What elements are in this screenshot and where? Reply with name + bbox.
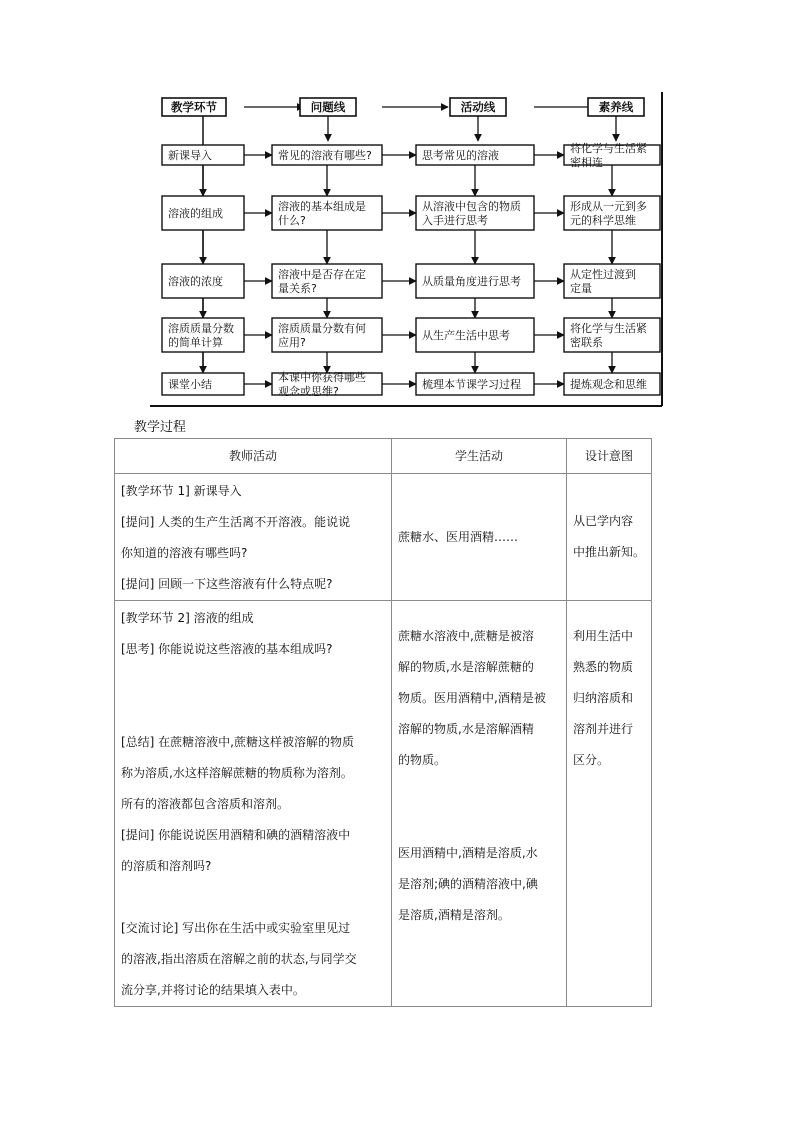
flow-stage-text: 新课导入 — [168, 149, 212, 162]
flow-activity-text: 从质量角度进行思考 — [422, 275, 521, 288]
teacher-line: [提问] 回顾一下这些溶液有什么特点呢? — [121, 577, 333, 591]
teacher-line: [教学环节 2] 溶液的组成 — [121, 611, 254, 625]
student-line: 蔗糖水、医用酒精…… — [398, 529, 519, 544]
flow-question-text: 溶液的基本组成是什么? — [278, 200, 366, 227]
flow-stage-text: 溶质质量分数的简单计算 — [168, 322, 234, 349]
teacher-line: [提问] 人类的生产生活离不开溶液。能说说 — [121, 515, 351, 529]
intent-line: 从已学内容 — [573, 514, 634, 528]
intent-line: 利用生活中 — [573, 629, 634, 643]
intent-line: 溶剂并进行 — [573, 722, 634, 736]
col-intent: 设计意图 — [567, 439, 652, 474]
flow-stage-text: 课堂小结 — [168, 378, 212, 391]
flow-literacy-text: 提炼观念和思维 — [570, 378, 647, 391]
flow-literacy-text: 将化学与生活紧密联系 — [570, 322, 647, 349]
flow-literacy-text: 从定性过渡到定量 — [570, 268, 636, 295]
teacher-cell-1 — [115, 474, 392, 601]
table-row — [115, 474, 652, 601]
teacher-line: 所有的溶液都包含溶质和溶剂。 — [121, 797, 290, 811]
teacher-line: 称为溶质,水这样溶解蔗糖的物质称为溶剂。 — [121, 766, 353, 780]
flow-header-label: 素养线 — [598, 100, 634, 114]
flow-header-label: 教学环节 — [171, 100, 217, 114]
flow-activity-text: 梳理本节课学习过程 — [422, 378, 521, 391]
teacher-line: [提问] 你能说说医用酒精和碘的酒精溶液中 — [121, 828, 351, 842]
intent-cell-1 — [567, 474, 652, 601]
student-cell-1 — [392, 474, 567, 601]
flow-question-text: 本课中你获得哪些观念或思维? — [278, 371, 366, 398]
student-line: 是溶剂;碘的酒精溶液中,碘 — [398, 877, 538, 891]
teacher-line: [思考] 你能说说这些溶液的基本组成吗? — [121, 642, 333, 656]
col-student: 学生活动 — [392, 439, 567, 474]
teacher-line: 的溶液,指出溶质在溶解之前的状态,与同学交 — [121, 952, 357, 966]
flow-activity-text: 思考常见的溶液 — [422, 149, 499, 162]
intent-line: 熟悉的物质 — [573, 660, 634, 674]
intent-line: 区分。 — [573, 753, 610, 767]
table-row — [115, 601, 652, 1007]
student-line: 医用酒精中,酒精是溶质,水 — [398, 846, 538, 860]
teaching-flowchart — [150, 92, 670, 412]
teacher-line: 你知道的溶液有哪些吗? — [121, 546, 248, 560]
flow-header-label: 活动线 — [460, 100, 496, 114]
intent-line: 归纳溶质和 — [573, 691, 634, 705]
flow-literacy-text: 将化学与生活紧密相连 — [570, 142, 647, 169]
flow-activity-text: 从溶液中包含的物质入手进行思考 — [422, 200, 521, 227]
section-title: 教学过程 — [134, 420, 187, 435]
teacher-line: 流分享,并将讨论的结果填入表中。 — [121, 983, 305, 997]
teaching-process-table — [114, 438, 652, 1007]
student-line: 是溶质,酒精是溶剂。 — [398, 908, 510, 922]
student-cell-2 — [392, 601, 567, 1007]
student-line: 解的物质,水是溶解蔗糖的 — [398, 660, 534, 674]
table-header-row — [115, 439, 652, 474]
student-line: 物质。医用酒精中,酒精是被 — [398, 691, 546, 705]
student-line: 的物质。 — [398, 753, 447, 767]
flow-question-text: 常见的溶液有哪些? — [278, 149, 372, 162]
student-line: 溶解的物质,水是溶解酒精 — [398, 722, 534, 736]
teacher-line: [交流讨论] 写出你在生活中或实验室里见过 — [121, 921, 351, 935]
intent-line: 中推出新知。 — [573, 545, 646, 559]
student-line: 蔗糖水溶液中,蔗糖是被溶 — [398, 629, 534, 643]
flow-question-text: 溶质质量分数有何应用? — [278, 322, 366, 349]
intent-cell-2 — [567, 601, 652, 1007]
flow-header-label: 问题线 — [310, 100, 346, 114]
flow-stage-text: 溶液的组成 — [168, 207, 223, 220]
teacher-line: [总结] 在蔗糖溶液中,蔗糖这样被溶解的物质 — [121, 735, 354, 749]
teacher-line: 的溶质和溶剂吗? — [121, 859, 212, 873]
flow-stage-text: 溶液的浓度 — [168, 275, 223, 288]
flow-question-text: 溶液中是否存在定量关系? — [278, 268, 366, 295]
teacher-cell-2 — [115, 601, 392, 1007]
teacher-line: [教学环节 1] 新课导入 — [121, 484, 242, 498]
flow-activity-text: 从生产生活中思考 — [422, 329, 510, 342]
flow-literacy-text: 形成从一元到多元的科学思维 — [570, 200, 647, 227]
col-teacher: 教师活动 — [115, 439, 392, 474]
